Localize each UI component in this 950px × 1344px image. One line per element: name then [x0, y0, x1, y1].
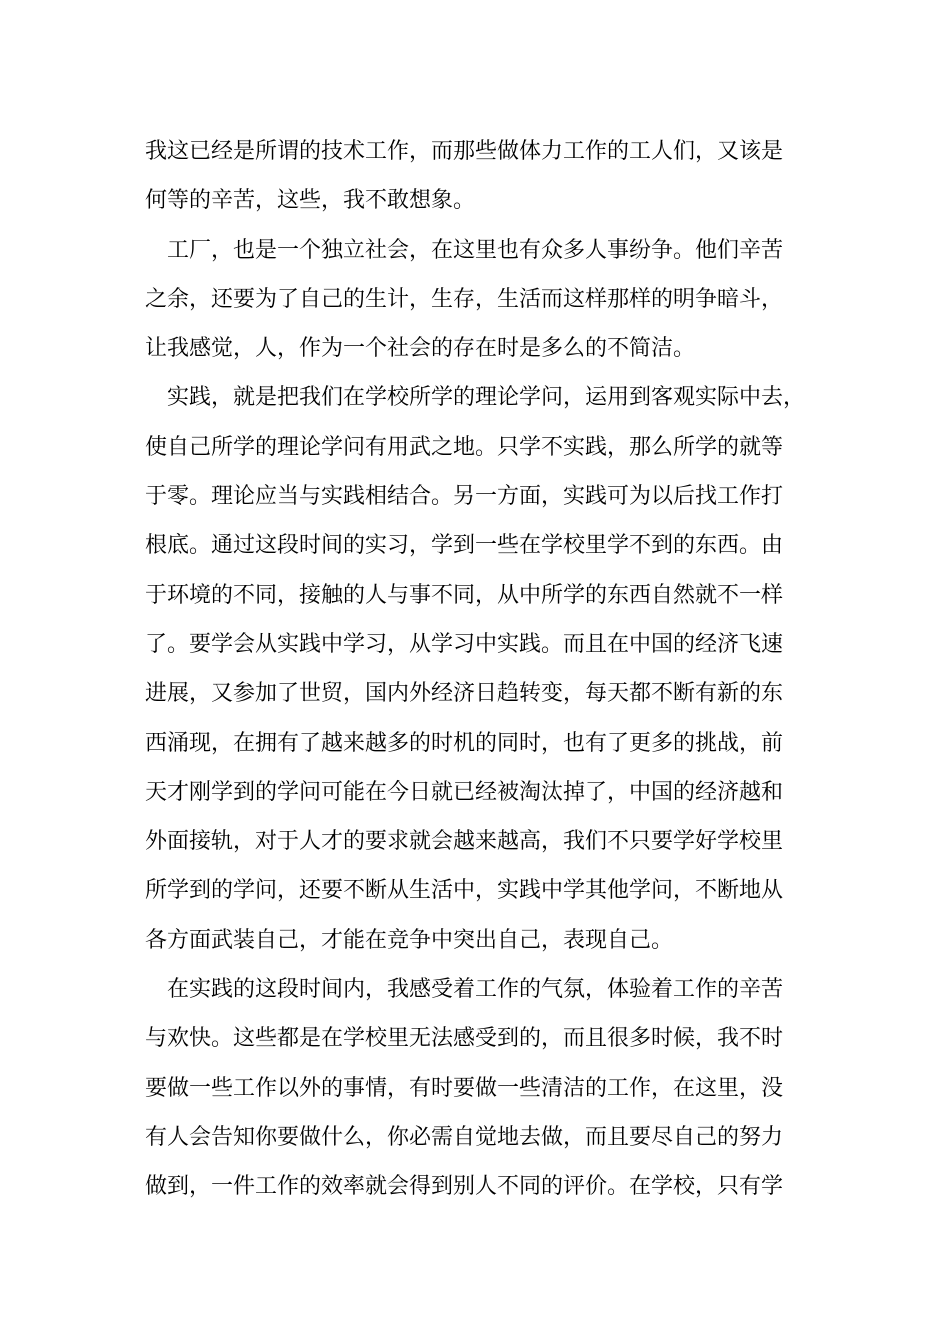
text-line: 所学到的学问，还要不断从生活中，实践中学其他学问，不断地从 — [145, 878, 784, 904]
text-line: 进展，又参加了世贸，国内外经济日趋转变，每天都不断有新的东 — [145, 681, 784, 707]
text-line: 于环境的不同，接触的人与事不同，从中所学的东西自然就不一样 — [145, 582, 784, 608]
text-line: 要做一些工作以外的事情，有时要做一些清洁的工作，在这里，没 — [145, 1075, 784, 1101]
text-line: 让我感觉，人，作为一个社会的存在时是多么的不简洁。 — [145, 336, 696, 362]
text-line: 何等的辛苦，这些，我不敢想象。 — [145, 188, 476, 214]
text-line: 天才刚学到的学问可能在今日就已经被淘汰掉了，中国的经济越和 — [145, 779, 784, 805]
text-line: 与欢快。这些都是在学校里无法感受到的，而且很多时候，我不时 — [145, 1026, 784, 1052]
paragraph-start-line: 实践，就是把我们在学校所学的理论学问，运用到客观实际中去， — [167, 385, 806, 411]
text-line: 于零。理论应当与实践相结合。另一方面，实践可为以后找工作打 — [145, 484, 784, 510]
text-line: 根底。通过这段时间的实习，学到一些在学校里学不到的东西。由 — [145, 533, 784, 559]
body-text — [145, 130, 815, 1215]
text-line: 做到，一件工作的效率就会得到别人不同的评价。在学校，只有学 — [145, 1174, 784, 1200]
text-line: 有人会告知你要做什么，你必需自觉地去做，而且要尽自己的努力 — [145, 1124, 784, 1150]
paragraph-start-line: 在实践的这段时间内，我感受着工作的气氛，体验着工作的辛苦 — [167, 977, 784, 1003]
text-line: 之余，还要为了自己的生计，生存，生活而这样那样的明争暗斗， — [145, 286, 784, 312]
text-line: 外面接轨，对于人才的要求就会越来越高，我们不只要学好学校里 — [145, 829, 784, 855]
text-line: 西涌现，在拥有了越来越多的时机的同时，也有了更多的挑战，前 — [145, 730, 784, 756]
text-line: 使自己所学的理论学问有用武之地。只学不实践，那么所学的就等 — [145, 434, 784, 460]
text-line: 我这已经是所谓的技术工作，而那些做体力工作的工人们，又该是 — [145, 139, 784, 164]
text-line: 各方面武装自己，才能在竞争中突出自己，表现自己。 — [145, 927, 674, 953]
paragraph-start-line: 工厂，也是一个独立社会，在这里也有众多人事纷争。他们辛苦 — [167, 237, 784, 263]
text-line: 了。要学会从实践中学习，从学习中实践。而且在中国的经济飞速 — [145, 631, 784, 657]
